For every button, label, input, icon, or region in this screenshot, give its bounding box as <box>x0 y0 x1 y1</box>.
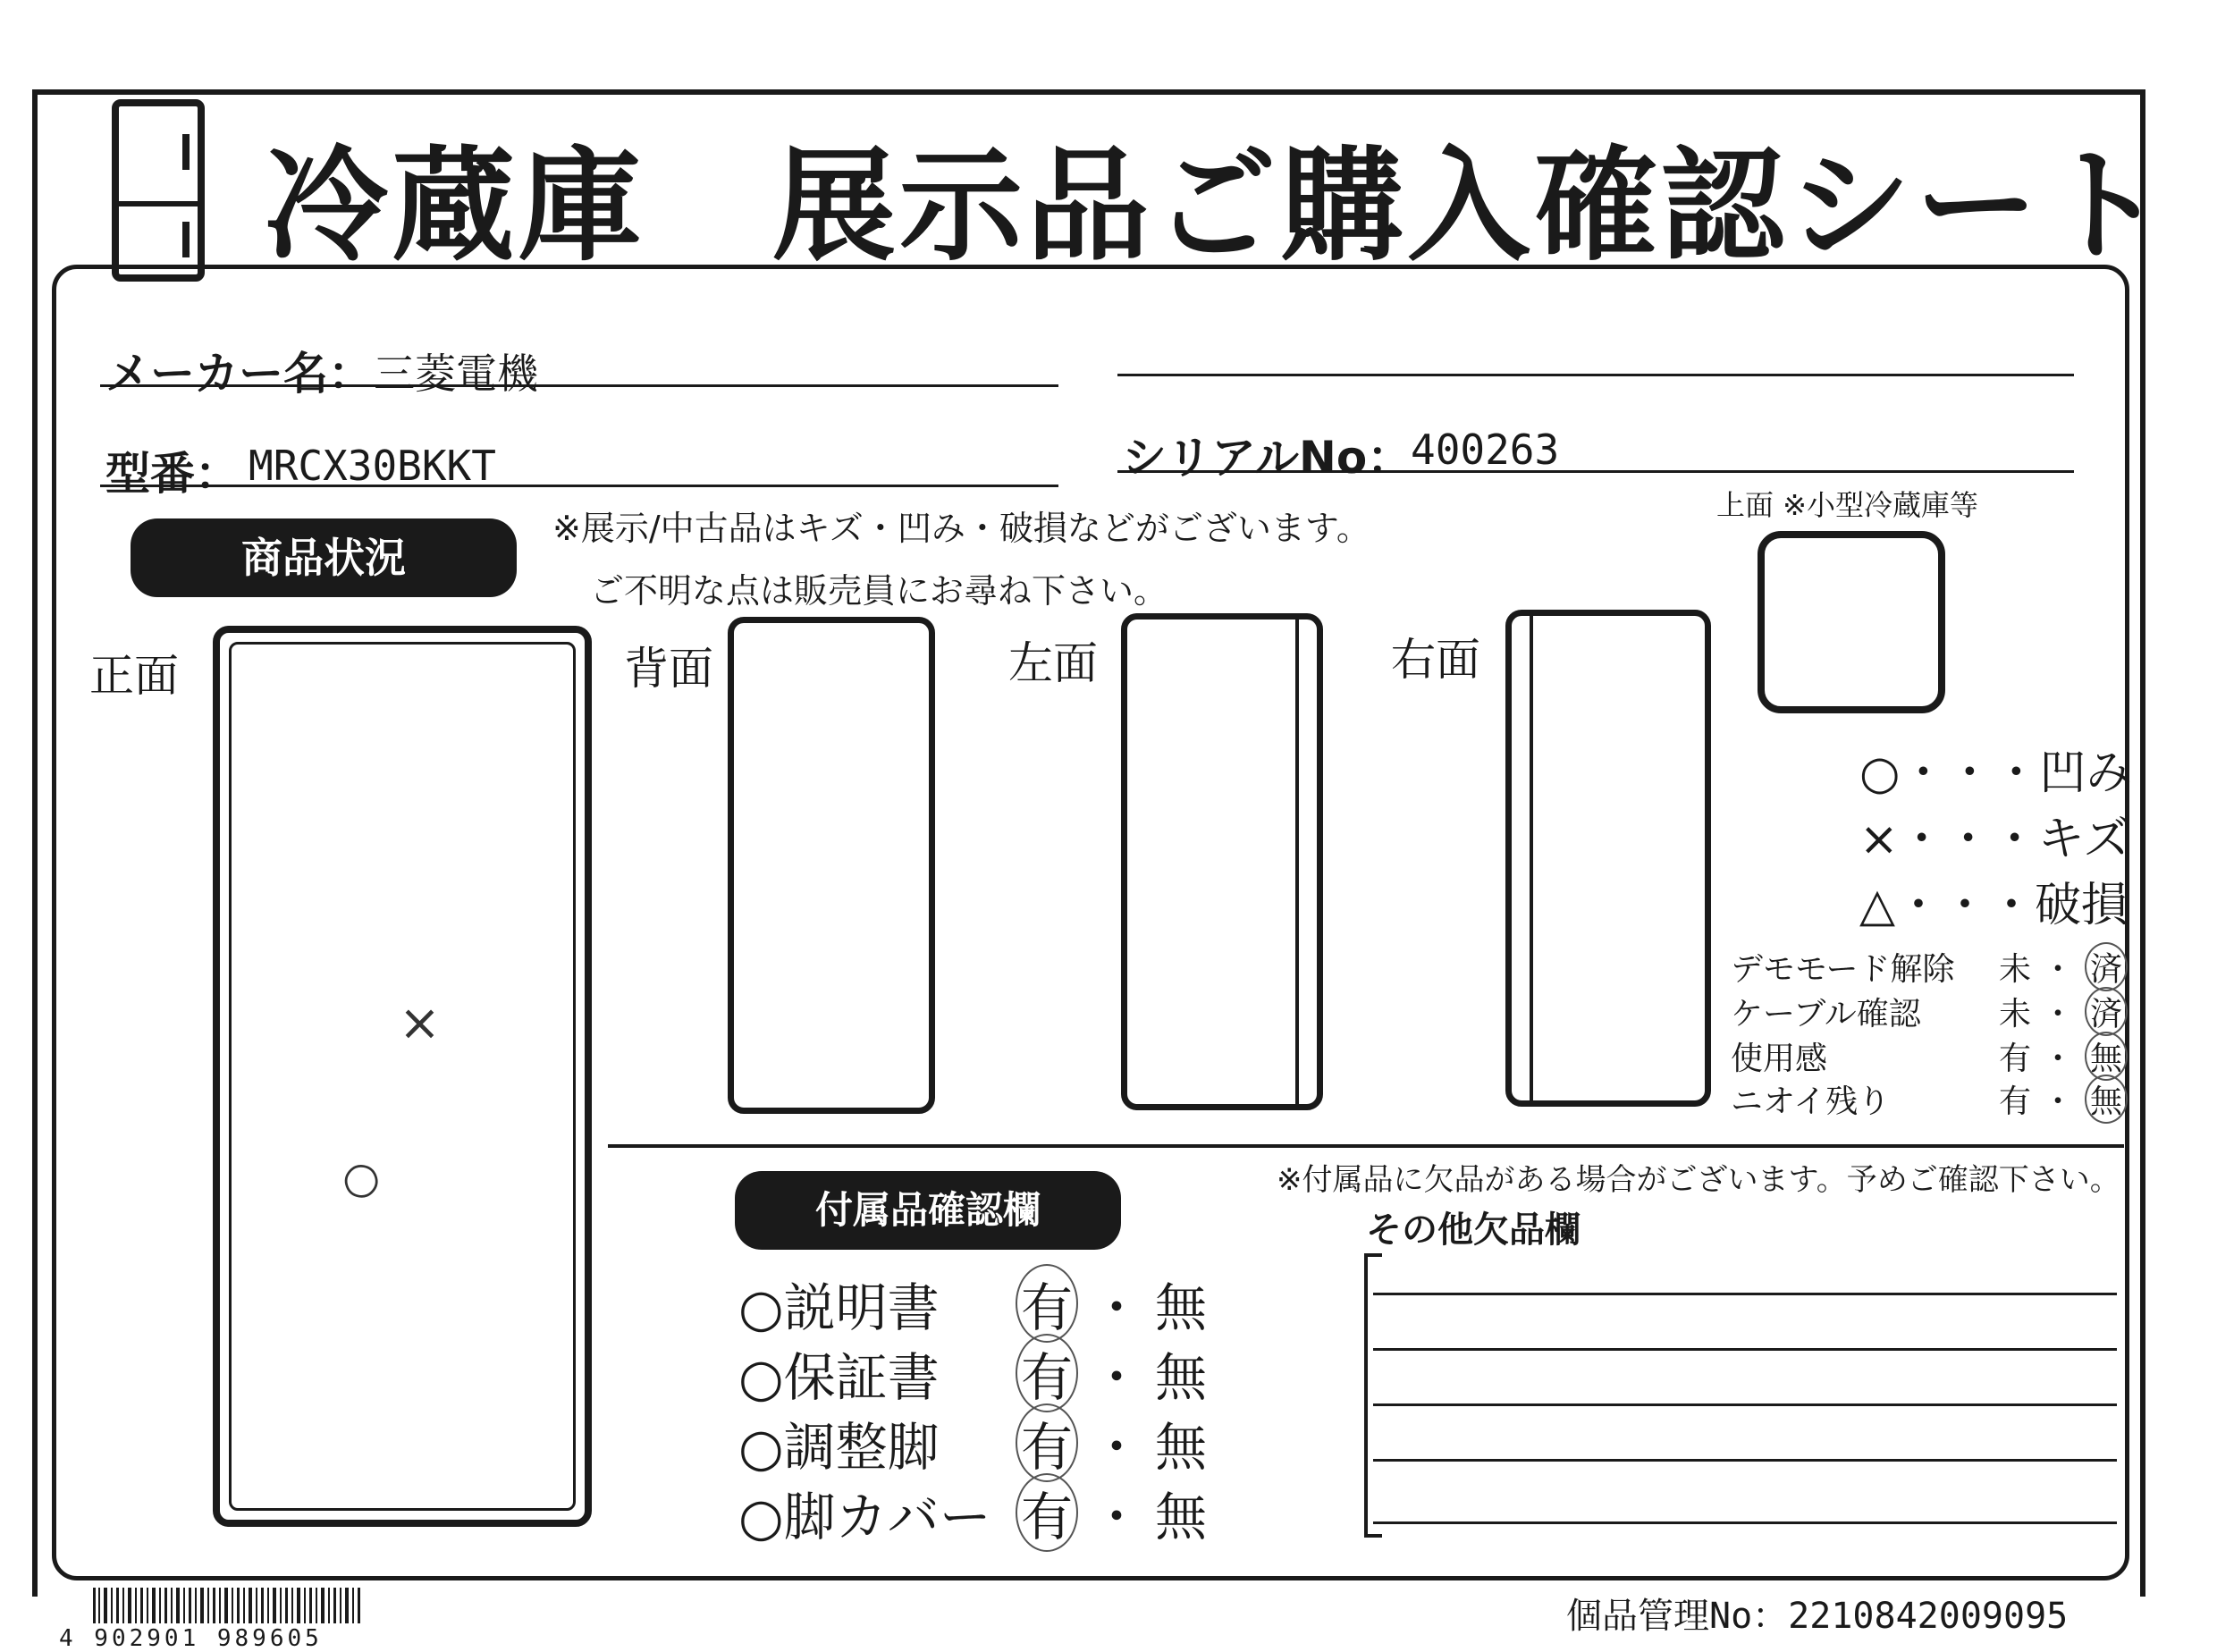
check-odor-label: ニオイ残り <box>1731 1083 1891 1120</box>
check-usage-sep: ・ <box>2042 1041 2075 1077</box>
front-label: 正面 <box>89 650 179 702</box>
blank-underline <box>1117 374 2074 376</box>
check-odor <box>1731 1075 2128 1124</box>
legend-damage-symbol: △ <box>1859 879 1895 932</box>
legend-damage-text: ・・・破損 <box>1895 879 2128 932</box>
left-label: 左面 <box>1008 637 1098 689</box>
accessory-foot-cover-no[interactable]: 無 <box>1155 1487 1208 1547</box>
accessory-manual-label: ○説明書 <box>738 1277 940 1338</box>
right-diagram[interactable] <box>1505 610 1711 1107</box>
section-divider <box>608 1144 2124 1148</box>
left-diagram[interactable] <box>1121 613 1323 1110</box>
check-demo-mode-label: デモモード解除 <box>1731 951 1955 988</box>
check-usage-a[interactable]: 有 <box>1999 1041 2032 1077</box>
serial-label: シリアルNo： <box>1122 432 1412 484</box>
missing-line-5[interactable] <box>1373 1521 2117 1524</box>
check-odor-a[interactable]: 有 <box>1999 1083 2032 1120</box>
model-value: MRCX30BKKT <box>249 442 496 490</box>
check-odor-sep: ・ <box>2042 1083 2075 1120</box>
check-usage-label: 使用感 <box>1731 1041 1828 1077</box>
barcode-digits: 4 902901 989605 <box>59 1625 323 1652</box>
check-demo-mode-b[interactable]: 済 <box>2085 942 2128 991</box>
legend-dent-text: ・・・凹み <box>1900 746 2133 800</box>
legend-dent <box>1859 735 2132 802</box>
accessory-foot-cover-sep: ・ <box>1091 1487 1143 1547</box>
accessories-badge: 付属品確認欄 <box>735 1171 1121 1250</box>
check-demo-mode-a[interactable]: 未 <box>1999 951 2032 988</box>
maker-underline <box>100 384 1058 387</box>
item-management-no: 個品管理No：2210842009095 <box>1566 1596 2069 1637</box>
condition-badge: 商品状況 <box>131 518 517 597</box>
barcode-icon <box>93 1588 361 1623</box>
top-label: 上面 ※小型冷蔵庫等 <box>1716 488 1978 522</box>
accessory-adjust-feet <box>738 1403 1207 1482</box>
maker-label: メーカー名： <box>105 348 373 400</box>
accessory-adjust-feet-label: ○調整脚 <box>738 1417 940 1478</box>
accessory-warranty-sep: ・ <box>1091 1347 1143 1408</box>
accessory-manual-yes[interactable]: 有 <box>1016 1264 1078 1343</box>
check-usage <box>1731 1032 2128 1081</box>
check-cable-b[interactable]: 済 <box>2085 987 2128 1036</box>
model-underline <box>100 485 1058 487</box>
accessory-foot-cover-label: ○脚カバー <box>738 1487 991 1547</box>
right-diagram-door-edge <box>1530 616 1533 1100</box>
legend-scratch-text: ・・・キズ <box>1898 813 2130 866</box>
accessories-notice: ※付属品に欠品がある場合がございます。予めご確認下さい。 <box>1277 1162 2120 1198</box>
check-cable <box>1731 987 2128 1036</box>
right-label: 右面 <box>1391 634 1480 686</box>
missing-line-3[interactable] <box>1373 1403 2117 1406</box>
accessory-manual-sep: ・ <box>1091 1277 1143 1338</box>
accessory-adjust-feet-sep: ・ <box>1091 1417 1143 1478</box>
left-diagram-door-edge <box>1295 620 1299 1104</box>
check-odor-b[interactable]: 無 <box>2085 1075 2128 1124</box>
accessory-warranty <box>738 1334 1207 1412</box>
missing-line-4[interactable] <box>1373 1459 2117 1462</box>
serial-value: 400263 <box>1411 426 1560 474</box>
legend-damage <box>1859 867 2128 934</box>
page-title: 冷蔵庫 展示品ご購入確認シート <box>265 134 2170 278</box>
condition-notice-1: ※展示/中古品はキズ・凹み・破損などがございます。 <box>552 509 1370 548</box>
accessory-warranty-no[interactable]: 無 <box>1155 1347 1208 1408</box>
accessory-warranty-yes[interactable]: 有 <box>1016 1334 1078 1412</box>
back-label: 背面 <box>624 643 713 695</box>
fridge-icon <box>111 98 206 282</box>
front-diagram[interactable] <box>213 626 592 1527</box>
accessory-foot-cover <box>738 1473 1207 1552</box>
accessory-manual-no[interactable]: 無 <box>1155 1277 1208 1338</box>
top-diagram[interactable] <box>1758 531 1945 713</box>
accessory-adjust-feet-yes[interactable]: 有 <box>1016 1403 1078 1482</box>
condition-notice-2: ご不明な点は販売員にお尋ね下さい。 <box>590 571 1168 611</box>
legend-dent-symbol: ○ <box>1859 746 1901 800</box>
dent-mark: ○ <box>333 1148 387 1209</box>
check-cable-a[interactable]: 未 <box>1999 996 2032 1032</box>
legend-scratch <box>1859 801 2130 868</box>
check-demo-mode <box>1731 942 2128 991</box>
missing-items-bracket <box>1364 1253 1382 1538</box>
back-diagram[interactable] <box>728 617 935 1114</box>
check-cable-label: ケーブル確認 <box>1731 996 1921 1032</box>
missing-line-1[interactable] <box>1373 1293 2117 1295</box>
accessory-warranty-label: ○保証書 <box>738 1347 940 1408</box>
model-label: 型番： <box>105 448 240 500</box>
accessory-adjust-feet-no[interactable]: 無 <box>1155 1417 1208 1478</box>
missing-items-title: その他欠品欄 <box>1366 1210 1581 1251</box>
check-demo-mode-sep: ・ <box>2042 951 2075 988</box>
accessory-manual <box>738 1264 1207 1343</box>
accessory-foot-cover-yes[interactable]: 有 <box>1016 1473 1078 1552</box>
scratch-mark: × <box>399 994 441 1052</box>
missing-line-2[interactable] <box>1373 1348 2117 1351</box>
maker-value: 三菱電機 <box>374 350 538 398</box>
front-diagram-inner <box>229 642 576 1511</box>
check-usage-b[interactable]: 無 <box>2085 1032 2128 1081</box>
legend-scratch-symbol: × <box>1859 813 1899 866</box>
check-cable-sep: ・ <box>2042 996 2075 1032</box>
serial-underline <box>1117 470 2074 473</box>
